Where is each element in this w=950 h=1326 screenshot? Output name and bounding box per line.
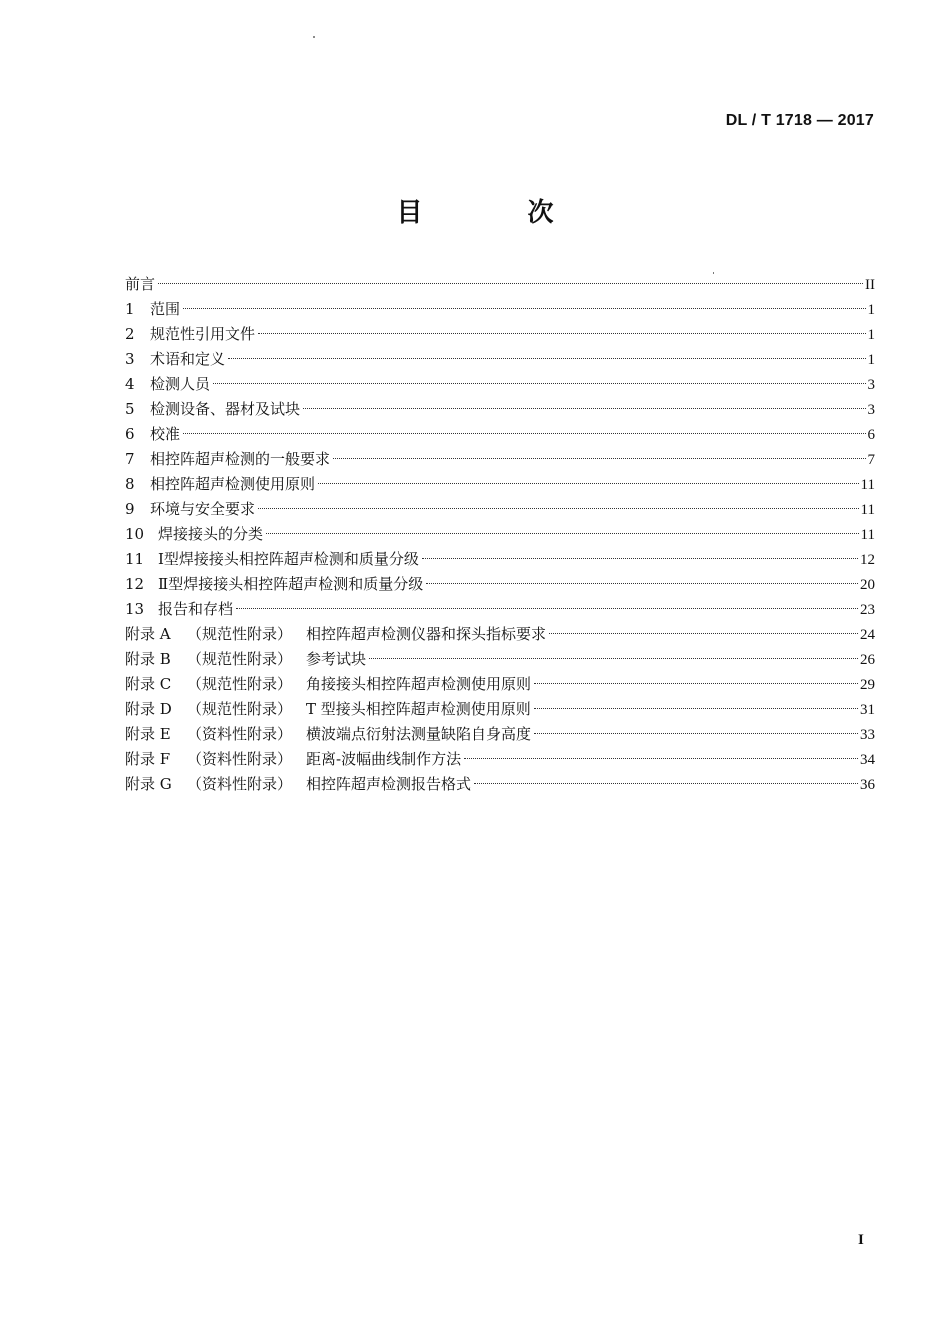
toc-leader-dots (534, 733, 858, 734)
appendix-type: （规范性附录） (187, 650, 293, 668)
toc-entry[interactable] (125, 572, 875, 597)
toc-entry-label: 环境与安全要求 (150, 500, 256, 518)
toc-leader-dots (183, 433, 865, 434)
toc-entry[interactable] (125, 597, 875, 622)
appendix-label: 相控阵超声检测报告格式 (306, 775, 472, 793)
toc-entry-page: 1 (867, 302, 875, 318)
toc-entry-page: 7 (867, 452, 875, 468)
appendix-type: （规范性附录） (187, 625, 293, 643)
toc-entry-label: 检测人员 (150, 375, 211, 393)
appendix-page: 31 (860, 702, 875, 718)
toc-entry-number: 8 (125, 475, 135, 493)
appendix-number: 附录 C (125, 675, 172, 693)
toc-leader-dots (426, 583, 858, 584)
appendix-entry[interactable] (125, 672, 875, 697)
toc-entry-number: 2 (125, 325, 135, 343)
toc-entry-page: 3 (867, 377, 875, 393)
page-number: I (858, 1232, 864, 1248)
toc-entry-page: 1 (867, 352, 875, 368)
toc-entry-page: 12 (860, 552, 875, 568)
toc-entry-number: 7 (125, 450, 135, 468)
appendix-type: （资料性附录） (187, 725, 293, 743)
toc-entry-label: 范围 (150, 300, 181, 318)
appendix-label: 角接接头相控阵超声检测使用原则 (306, 675, 532, 693)
appendix-type: （规范性附录） (187, 675, 293, 693)
toc-entry-page: II (865, 277, 875, 293)
toc-leader-dots (464, 758, 858, 759)
toc-entry[interactable] (125, 397, 875, 422)
appendix-page: 26 (860, 652, 875, 668)
toc-leader-dots (236, 608, 858, 609)
toc-leader-dots (258, 508, 859, 509)
appendix-page: 33 (860, 727, 875, 743)
toc-entry-page: 1 (867, 327, 875, 343)
appendix-number: 附录 D (125, 700, 172, 718)
standard-code: DL / T 1718 — 2017 (725, 112, 874, 129)
toc-entry-label: Ⅰ型焊接接头相控阵超声检测和质量分级 (158, 550, 419, 568)
toc-leader-dots (228, 358, 865, 359)
toc-leader-dots (474, 783, 858, 784)
toc-leader-dots (549, 633, 858, 634)
toc-entry-label: 相控阵超声检测使用原则 (150, 475, 316, 493)
toc-entry[interactable] (125, 547, 875, 572)
appendix-number: 附录 A (125, 625, 171, 643)
toc-entry-label: Ⅱ型焊接接头相控阵超声检测和质量分级 (158, 575, 424, 593)
toc-entry-number: 6 (125, 425, 135, 443)
toc-entry-number: 12 (125, 575, 145, 593)
toc-entry[interactable] (125, 272, 875, 297)
appendix-number: 附录 G (125, 775, 172, 793)
toc-entry-number: 4 (125, 375, 135, 393)
toc-entry-number: 9 (125, 500, 135, 518)
appendix-entry[interactable] (125, 622, 875, 647)
toc-entry-number: 5 (125, 400, 135, 418)
page-title: 目 次 (396, 198, 602, 228)
toc-leader-dots (213, 383, 865, 384)
toc-entry-label: 术语和定义 (150, 350, 226, 368)
appendix-entry[interactable] (125, 697, 875, 722)
toc-entry[interactable] (125, 447, 875, 472)
toc-entry-number: 11 (125, 550, 145, 568)
scan-speck (313, 36, 315, 38)
appendix-type: （资料性附录） (187, 775, 293, 793)
toc-entry-label: 前言 (125, 275, 156, 293)
toc-leader-dots (534, 683, 858, 684)
appendix-number: 附录 B (125, 650, 171, 668)
table-of-contents (125, 272, 875, 797)
toc-leader-dots (534, 708, 858, 709)
toc-entry-page: 20 (860, 577, 875, 593)
toc-entry-number: 1 (125, 300, 135, 318)
appendix-entry[interactable] (125, 747, 875, 772)
appendix-page: 24 (860, 627, 875, 643)
appendix-label: 参考试块 (306, 650, 367, 668)
appendix-label: 相控阵超声检测仪器和探头指标要求 (306, 625, 547, 643)
toc-entry-page: 11 (860, 477, 875, 493)
toc-leader-dots (333, 458, 865, 459)
toc-entry-page: 23 (860, 602, 875, 618)
toc-entry-label: 焊接接头的分类 (158, 525, 264, 543)
toc-leader-dots (158, 283, 863, 284)
toc-leader-dots (266, 533, 859, 534)
toc-entry-label: 相控阵超声检测的一般要求 (150, 450, 331, 468)
toc-entry[interactable] (125, 522, 875, 547)
toc-entry-label: 检测设备、器材及试块 (150, 400, 301, 418)
appendix-entry[interactable] (125, 647, 875, 672)
appendix-entry[interactable] (125, 772, 875, 797)
toc-entry[interactable] (125, 322, 875, 347)
appendix-label: 距离-波幅曲线制作方法 (306, 750, 462, 768)
appendix-label: T 型接头相控阵超声检测使用原则 (306, 700, 531, 718)
appendix-number: 附录 F (125, 750, 171, 768)
toc-entry-number: 13 (125, 600, 145, 618)
toc-entry-number: 10 (125, 525, 145, 543)
appendix-page: 34 (860, 752, 875, 768)
toc-entry-number: 3 (125, 350, 135, 368)
appendix-page: 36 (860, 777, 875, 793)
appendix-label: 横波端点衍射法测量缺陷自身高度 (306, 725, 532, 743)
toc-entry[interactable] (125, 422, 875, 447)
toc-entry[interactable] (125, 497, 875, 522)
toc-entry-label: 规范性引用文件 (150, 325, 256, 343)
toc-entry-label: 校准 (150, 425, 181, 443)
toc-entry[interactable] (125, 372, 875, 397)
toc-leader-dots (303, 408, 865, 409)
appendix-type: （规范性附录） (187, 700, 293, 718)
appendix-number: 附录 E (125, 725, 171, 743)
toc-leader-dots (258, 333, 865, 334)
toc-entry-page: 11 (860, 527, 875, 543)
toc-entry[interactable] (125, 297, 875, 322)
toc-entry-page: 6 (867, 427, 875, 443)
toc-entry[interactable] (125, 347, 875, 372)
toc-entry[interactable] (125, 472, 875, 497)
toc-leader-dots (422, 558, 858, 559)
appendix-type: （资料性附录） (187, 750, 293, 768)
toc-entry-page: 11 (860, 502, 875, 518)
appendix-page: 29 (860, 677, 875, 693)
appendix-entry[interactable] (125, 722, 875, 747)
toc-entry-page: 3 (867, 402, 875, 418)
toc-leader-dots (183, 308, 865, 309)
toc-leader-dots (318, 483, 859, 484)
toc-entry-label: 报告和存档 (158, 600, 234, 618)
toc-leader-dots (369, 658, 858, 659)
